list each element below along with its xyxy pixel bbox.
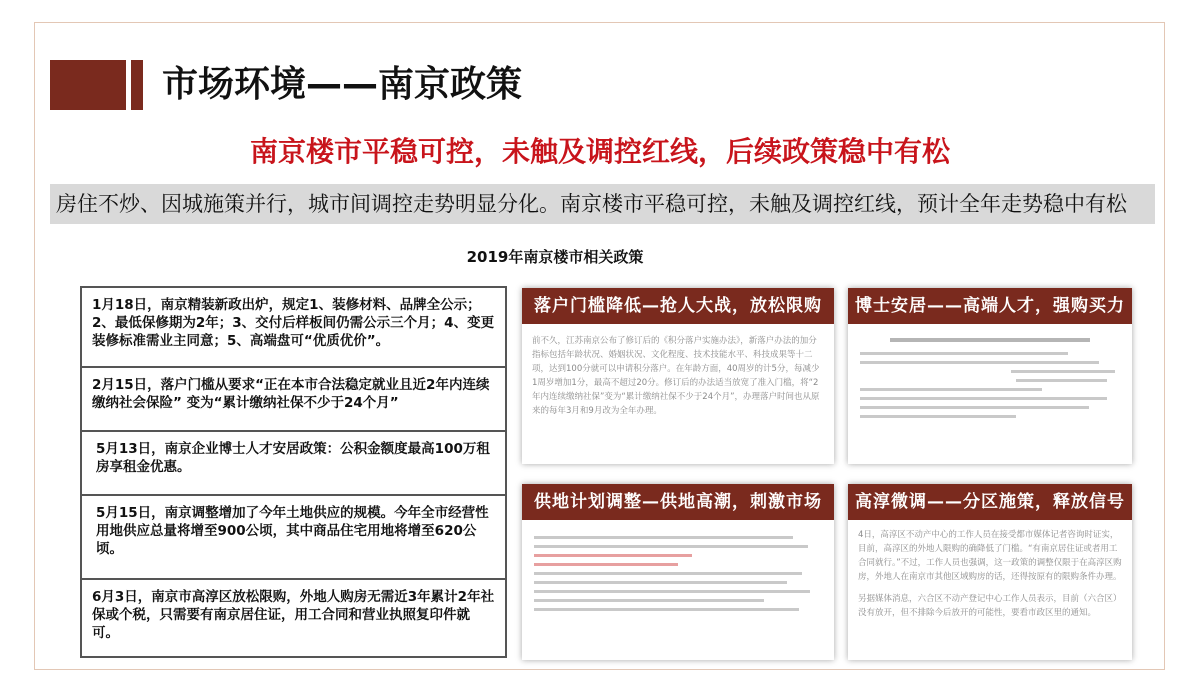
timeline-item: 1月18日，南京精装新政出炉，规定1、装修材料、品牌全公示；2、最低保修期为2年；3、交付后样板间仍需公示三个月；4、变更装修标准需业主同意；5、高端盘可“优质优价”。 xyxy=(82,288,505,368)
doc-line xyxy=(534,581,787,584)
timeline-item: 5月13日，南京企业博士人才安居政策：公积金额度最高100万租房享租金优惠。 xyxy=(82,432,505,496)
doc-line xyxy=(860,406,1089,409)
timeline-item: 6月3日，南京市高淳区放松限购，外地人购房无需近3年累计2年社保或个税，只需要有南京居住证，用工合同和营业执照复印件就可。 xyxy=(92,589,495,641)
card-body: 前不久，江苏南京公布了修订后的《积分落户实施办法》，新落户办法的加分指标包括年龄状况、婚姻状况、文化程度、技术技能水平、科技成果等十二项，达到100分就可以申请积分落户。在年龄方面，40周岁的计5分，每减少1周岁增加1分，最高不超过20分。修订后的办法适当放宽了准入门槛，将“2年内连续缴纳社保”变为“累计缴纳社保不少于24个月”，办理落户时间也从原来的每年3月和9月改为全年办理。 xyxy=(532,336,820,416)
page-subtitle: 南京楼市平稳可控，未触及调控红线，后续政策稳中有松 xyxy=(249,135,950,168)
doc-heading-line xyxy=(890,338,1090,342)
section-title: 2019年南京楼市相关政策 xyxy=(466,248,644,266)
document-thumbnail xyxy=(848,324,1132,434)
doc-line xyxy=(1016,379,1107,382)
doc-line xyxy=(534,608,799,611)
card-paragraph: 4日，高淳区不动产中心的工作人员在接受都市媒体记者咨询时证实，目前，高淳区的外地人限购的确降低了门槛。“有南京居住证或者用工合同就行。”不过，工作人员也强调，这一政策的调整仅限于在高淳区购房，外地人在南京市其他区域购房的话，还得按原有的限购条件办理。 xyxy=(858,530,1122,582)
policy-timeline xyxy=(80,286,507,658)
card-title: 供地计划调整—供地高潮，刺激市场 xyxy=(522,484,834,520)
doc-line xyxy=(534,572,802,575)
doc-line xyxy=(860,352,1068,355)
card-title: 博士安居——高端人才，强购买力 xyxy=(848,288,1132,324)
doc-line xyxy=(534,599,764,602)
policy-card-doctor-housing xyxy=(848,288,1132,464)
doc-line xyxy=(534,554,692,557)
card-body xyxy=(848,520,1132,628)
title-decor-block xyxy=(50,60,126,110)
policy-card-gaochun xyxy=(848,484,1132,660)
card-paragraph: 另据媒体消息，六合区不动产登记中心工作人员表示，目前（六合区）没有放开，但不排除今后放开的可能性，要看市政区里的通知。 xyxy=(858,594,1122,618)
card-title: 高淳微调——分区施策，释放信号 xyxy=(848,484,1132,520)
document-thumbnail xyxy=(522,520,834,627)
doc-line xyxy=(860,415,1016,418)
doc-line xyxy=(534,536,793,539)
doc-line xyxy=(534,590,810,593)
doc-line xyxy=(1011,370,1115,373)
policy-card-hukou xyxy=(522,288,834,464)
doc-line xyxy=(534,545,808,548)
page-title: 市场环境——南京政策 xyxy=(162,64,523,105)
doc-line xyxy=(534,563,678,566)
doc-line xyxy=(860,397,1107,400)
timeline-item: 5月15日，南京调整增加了今年土地供应的规模。今年全市经营性用地供应总量将增至900公顷，其中商品住宅用地将增至620公顷。 xyxy=(82,496,505,580)
doc-line xyxy=(860,361,1099,364)
timeline-item: 2月15日，落户门槛从要求“正在本市合法稳定就业且近2年内连续缴纳社会保险” 变为“累计缴纳社保不少于24个月” xyxy=(82,368,505,432)
policy-card-land-supply xyxy=(522,484,834,660)
title-decor-stripe xyxy=(131,60,143,110)
card-title: 落户门槛降低—抢人大战，放松限购 xyxy=(522,288,834,324)
summary-bar: 房住不炒、因城施策并行，城市间调控走势明显分化。南京楼市平稳可控，未触及调控红线，预计全年走势稳中有松 xyxy=(50,184,1155,224)
doc-line xyxy=(860,388,1042,391)
